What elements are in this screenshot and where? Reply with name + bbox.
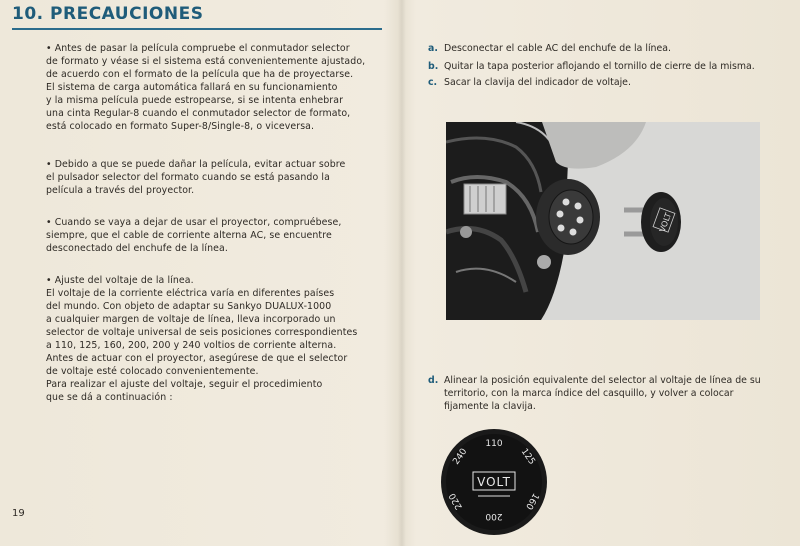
dial-value: 240 xyxy=(451,446,470,467)
text-line: siempre, que el cable de corriente alterna AC, se encuentre xyxy=(46,230,332,241)
text-line: a 110, 125, 160, 200, 200 y 240 voltios de corriente alterna. xyxy=(46,340,337,351)
dial-value: 160 xyxy=(523,491,541,511)
text-line: • Ajuste del voltaje de la línea. xyxy=(46,275,194,286)
voltage-dial-illustration xyxy=(440,428,548,536)
voltage-dial xyxy=(440,428,548,536)
dial-value: 200 xyxy=(485,511,503,521)
page-fold xyxy=(398,0,406,546)
text-line: película a través del proyector. xyxy=(46,185,195,196)
text-line: que se dá a continuación : xyxy=(46,392,173,403)
text-line: de formato y véase si el sistema está convenientemente ajustado, xyxy=(46,56,366,67)
title-underline xyxy=(12,28,382,30)
step-b xyxy=(428,60,768,73)
text-line: • Debido a que se puede dañar la película, evitar actuar sobre xyxy=(46,159,346,170)
step-text: Alinear la posición equivalente del selector al voltaje de línea de su territorio, con la marca índice del casquillo, y volver a colocar fijamente la clavija. xyxy=(444,375,761,412)
projector-photo-illustration xyxy=(446,122,760,320)
text-line: una cinta Regular-8 cuando el conmutador selector de formato, xyxy=(46,108,351,119)
step-letter: c. xyxy=(428,77,438,88)
paragraph-format-check xyxy=(46,42,376,133)
paragraph-ac-cable xyxy=(46,216,376,255)
step-d xyxy=(428,374,768,413)
dial-value: 125 xyxy=(518,446,537,467)
text-line: El sistema de carga automática fallará en su funcionamiento xyxy=(46,82,338,93)
step-letter: a. xyxy=(428,43,438,54)
paragraph-voltage xyxy=(46,274,376,404)
text-line: está colocado en formato Super-8/Single-8, o viceversa. xyxy=(46,121,315,132)
text-line: • Antes de pasar la película compruebe el conmutador selector xyxy=(46,43,350,54)
step-text: Desconectar el cable AC del enchufe de la línea. xyxy=(444,43,671,54)
text-line: selector de voltaje universal de seis posiciones correspondientes xyxy=(46,327,358,338)
text-line: y la misma película puede estropearse, si se intenta enhebrar xyxy=(46,95,344,106)
text-line: de acuerdo con el formato de la película que ha de proyectarse. xyxy=(46,69,354,80)
text-line: Para realizar el ajuste del voltaje, seguir el procedimiento xyxy=(46,379,323,390)
page-title: 10. PRECAUCIONES xyxy=(12,4,204,24)
steps-list xyxy=(428,42,768,94)
dial-value: 220 xyxy=(447,491,465,511)
step-a xyxy=(428,42,768,55)
step-d-block xyxy=(428,374,768,418)
step-letter: b. xyxy=(428,61,439,72)
step-c xyxy=(428,76,768,89)
projector-photo xyxy=(446,122,760,320)
text-line: El voltaje de la corriente eléctrica varía en diferentes países xyxy=(46,288,335,299)
text-line: Antes de actuar con el proyector, asegúrese de que el selector xyxy=(46,353,348,364)
step-letter: d. xyxy=(428,375,439,386)
text-line: a cualquier margen de voltaje de línea, lleva incorporado un xyxy=(46,314,336,325)
dial-label: VOLT xyxy=(477,475,511,489)
text-line: de voltaje esté colocado convenientemente. xyxy=(46,366,259,377)
page-number: 19 xyxy=(12,508,25,519)
text-line: el pulsador selector del formato cuando se está pasando la xyxy=(46,172,330,183)
step-text: Sacar la clavija del indicador de voltaje. xyxy=(444,77,631,88)
text-line: • Cuando se vaya a dejar de usar el proyector, compruébese, xyxy=(46,217,342,228)
text-line: del mundo. Con objeto de adaptar su Sankyo DUALUX-1000 xyxy=(46,301,332,312)
paragraph-format-button xyxy=(46,158,376,197)
text-line: desconectado del enchufe de la línea. xyxy=(46,243,228,254)
plug-label: VOLT xyxy=(657,211,674,234)
step-text: Quitar la tapa posterior aflojando el tornillo de cierre de la misma. xyxy=(444,61,755,72)
dial-value: 110 xyxy=(485,439,503,449)
